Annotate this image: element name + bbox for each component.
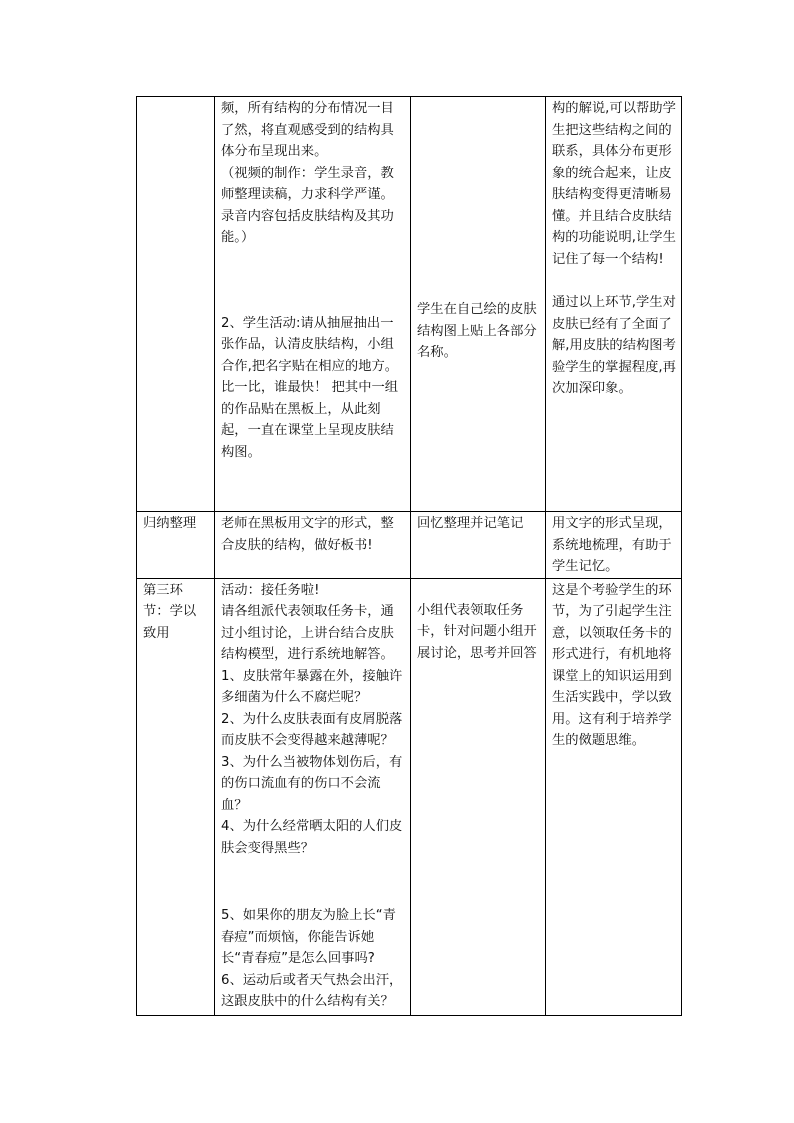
student-activity-cell bbox=[411, 97, 546, 512]
spacer bbox=[221, 249, 405, 313]
teacher-text: 1、皮肤常年暴露在外，接触许多细菌为什么不腐烂呢？ bbox=[221, 668, 403, 705]
design-intent-cell: 用文字的形式呈现，系统地梳理，有助于学生记忆。 bbox=[546, 512, 682, 579]
student-activity-cell: 回忆整理并记笔记 bbox=[411, 512, 546, 579]
design-intent-cell bbox=[546, 97, 682, 512]
teacher-text: 5、如果你的朋友为脸上长“青春痘”而烦恼，你能告诉她长“青春痘”是怎么回事吗? bbox=[221, 908, 396, 966]
teacher-text: 2、学生活动:请从抽屉抽出一张作品，认清皮肤结构，小组合作,把名字贴在相应的地方。比一比，谁最快！ 把其中一组的作品贴在黑板上，从此刻起，一直在课堂上呈现皮肤结构图。 bbox=[221, 315, 399, 460]
lesson-plan-table bbox=[136, 96, 682, 1016]
teacher-text: 6、运动后或者天气热会出汗，这跟皮肤中的什么结构有关？ bbox=[221, 972, 403, 1009]
spacer bbox=[417, 580, 540, 600]
teacher-text: 活动：接任务啦! bbox=[221, 582, 320, 598]
teacher-text: 2、为什么皮肤表面有皮屑脱落而皮肤不会变得越来越薄呢？ bbox=[221, 711, 403, 748]
teacher-text: 4、为什么经常晒太阳的人们皮肤会变得黑些？ bbox=[221, 819, 403, 856]
table-row bbox=[137, 578, 682, 1015]
design-intent-cell: 这是个考验学生的环节，为了引起学生注意，以领取任务卡的形式进行，有机地将课堂上的知识运用到生活实践中，学以致用。这有利于培养学生的傚题思维。 bbox=[546, 578, 682, 1015]
teacher-text: 请各组派代表领取任务卡，通过小组讨论，上讲台结合皮肤结构模型，进行系统地解答。 bbox=[221, 604, 394, 662]
teacher-text: （视频的制作：学生录音，教师整理读稿，力求科学严谨。录音内容包括皮肤结构及其功能。） bbox=[221, 165, 394, 245]
teacher-text: 频，所有结构的分布情况一目了然，将直观感受到的结构具体分布呈现出来。 bbox=[221, 101, 394, 159]
spacer bbox=[552, 270, 676, 292]
table-row bbox=[137, 512, 682, 579]
table-row bbox=[137, 97, 682, 512]
intent-text: 构的解说,可以帮助学生把这些结构之间的联系，具体分布更形象的统合起来，让皮肤结构变得更清晰易懂。并且结合皮肤结构的功能说明,让学生记住了每一个结构! bbox=[552, 101, 676, 267]
student-text: 学生在自己绘的皮肤结构图上贴上各部分名称。 bbox=[417, 302, 537, 360]
teacher-text: 3、为什么当被物体划伤后，有的伤口流血有的伤口不会流血？ bbox=[221, 754, 403, 813]
teacher-activity-cell: 老师在黑板用文字的形式，整合皮肤的结构，做好板书! bbox=[215, 512, 411, 579]
spacer bbox=[417, 98, 540, 299]
teacher-activity-cell bbox=[215, 97, 411, 512]
teacher-activity-cell bbox=[215, 578, 411, 1015]
stage-cell: 第三环节：学以致用 bbox=[137, 578, 215, 1015]
stage-cell bbox=[137, 97, 215, 512]
student-text: 小组代表领取任务卡，针对问题小组开展讨论，思考并回答 bbox=[417, 602, 537, 661]
student-activity-cell bbox=[411, 578, 546, 1015]
intent-text: 通过以上环节,学生对皮肤已经有了全面了解,用皮肤的结构图考验学生的掌握程度,再次加深印象。 bbox=[552, 295, 676, 396]
stage-cell: 归纳整理 bbox=[137, 512, 215, 579]
spacer bbox=[221, 859, 405, 905]
